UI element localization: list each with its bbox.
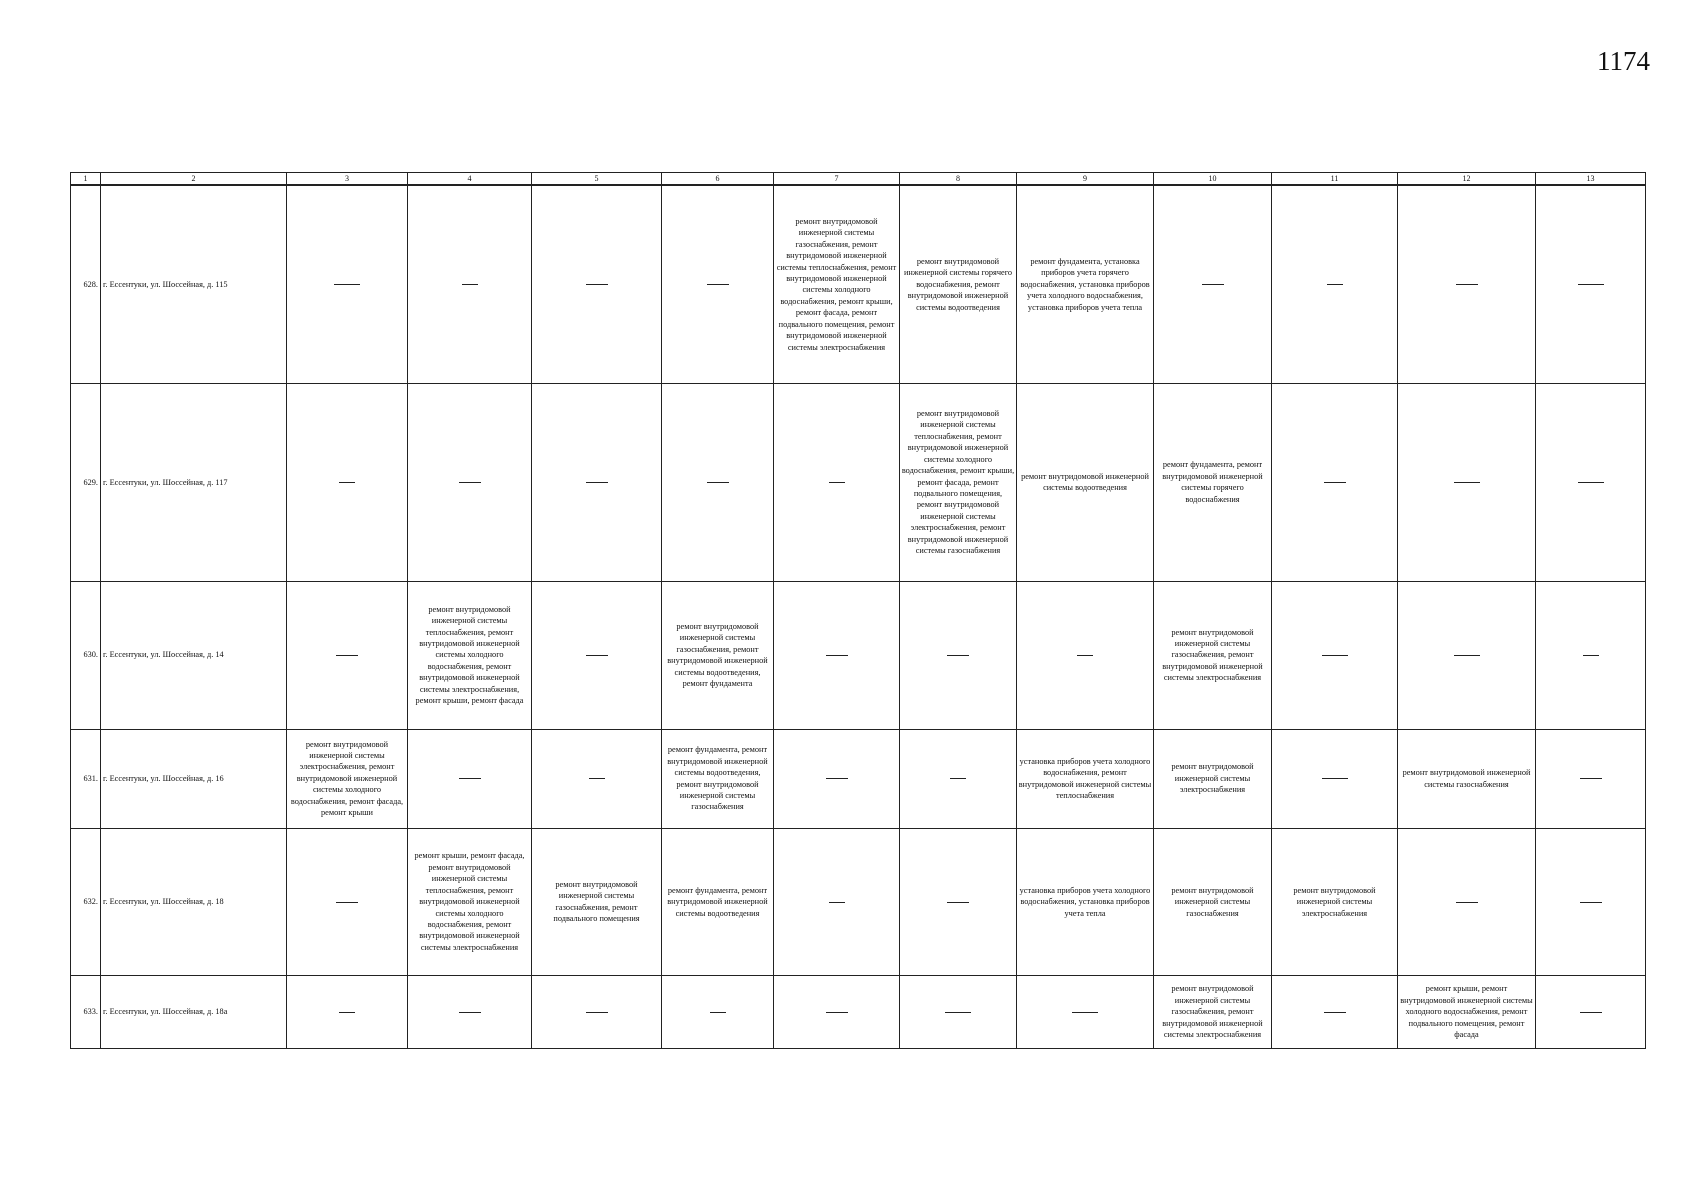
dash-mark xyxy=(336,902,358,903)
empty-dash-cell xyxy=(900,581,1017,729)
dash-mark xyxy=(1578,284,1604,285)
work-description-cell: установка приборов учета холодного водоснабжения, установка приборов учета тепла xyxy=(1017,828,1154,976)
empty-dash-cell xyxy=(1398,581,1536,729)
dash-mark xyxy=(1456,902,1478,903)
table-row xyxy=(71,976,1646,1049)
row-number: 633. xyxy=(71,976,101,1049)
dash-mark xyxy=(589,778,605,779)
dash-mark xyxy=(336,655,358,656)
dash-mark xyxy=(586,655,608,656)
work-description-cell: ремонт внутридомовой инженерной системы электроснабжения, ремонт внутридомовой инженерной системы холодного водоснабжения, ремонт фасада, ремонт крыши xyxy=(287,729,408,828)
dash-mark xyxy=(1324,1012,1346,1013)
page-number: 1174 xyxy=(1597,46,1650,76)
dash-mark xyxy=(707,284,729,285)
dash-mark xyxy=(586,284,608,285)
column-number-row xyxy=(71,173,1646,186)
dash-mark xyxy=(1580,902,1602,903)
dash-mark xyxy=(1578,482,1604,483)
work-description-cell: ремонт крыши, ремонт фасада, ремонт внутридомовой инженерной системы теплоснабжения, ремонт внутридомовой инженерной системы холодного водоснабжения, ремонт внутридомовой инженерной системы электроснабжения xyxy=(408,828,532,976)
row-number: 628. xyxy=(71,185,101,383)
empty-dash-cell xyxy=(408,976,532,1049)
row-number: 631. xyxy=(71,729,101,828)
dash-mark xyxy=(1322,655,1348,656)
address-cell: г. Ессентуки, ул. Шоссейная, д. 16 xyxy=(101,729,287,828)
work-description-cell: ремонт внутридомовой инженерной системы газоснабжения, ремонт внутридомовой инженерной системы электроснабжения xyxy=(1154,581,1272,729)
empty-dash-cell xyxy=(1398,185,1536,383)
dash-mark xyxy=(829,902,845,903)
column-number: 5 xyxy=(532,173,662,186)
empty-dash-cell xyxy=(900,828,1017,976)
dash-mark xyxy=(1202,284,1224,285)
work-description-cell: ремонт фундамента, установка приборов учета горячего водоснабжения, установка приборов учета холодного водоснабжения, установка приборов учета тепла xyxy=(1017,185,1154,383)
column-number: 8 xyxy=(900,173,1017,186)
column-number: 2 xyxy=(101,173,287,186)
empty-dash-cell xyxy=(774,729,900,828)
empty-dash-cell xyxy=(1272,383,1398,581)
table-row xyxy=(71,185,1646,383)
dash-mark xyxy=(950,778,966,779)
column-number: 3 xyxy=(287,173,408,186)
dash-mark xyxy=(1072,1012,1098,1013)
empty-dash-cell xyxy=(662,976,774,1049)
empty-dash-cell xyxy=(287,828,408,976)
dash-mark xyxy=(339,1012,355,1013)
address-cell: г. Ессентуки, ул. Шоссейная, д. 14 xyxy=(101,581,287,729)
work-description-cell: ремонт фундамента, ремонт внутридомовой инженерной системы водоотведения, ремонт внутридомовой инженерной системы газоснабжения xyxy=(662,729,774,828)
empty-dash-cell xyxy=(774,976,900,1049)
work-description-cell: ремонт внутридомовой инженерной системы электроснабжения xyxy=(1154,729,1272,828)
dash-mark xyxy=(1580,778,1602,779)
address-cell: г. Ессентуки, ул. Шоссейная, д. 18а xyxy=(101,976,287,1049)
dash-mark xyxy=(1456,284,1478,285)
empty-dash-cell xyxy=(774,581,900,729)
empty-dash-cell xyxy=(1272,976,1398,1049)
dash-mark xyxy=(1580,1012,1602,1013)
empty-dash-cell xyxy=(532,976,662,1049)
work-description-cell: ремонт внутридомовой инженерной системы газоснабжения, ремонт внутридомовой инженерной системы электроснабжения xyxy=(1154,976,1272,1049)
dash-mark xyxy=(945,1012,971,1013)
row-number: 629. xyxy=(71,383,101,581)
dash-mark xyxy=(339,482,355,483)
dash-mark xyxy=(707,482,729,483)
dash-mark xyxy=(710,1012,726,1013)
column-number: 6 xyxy=(662,173,774,186)
empty-dash-cell xyxy=(1272,185,1398,383)
table-row xyxy=(71,581,1646,729)
work-description-cell: ремонт внутридомовой инженерной системы газоснабжения, ремонт внутридомовой инженерной системы теплоснабжения, ремонт внутридомовой инженерной системы холодного водоснабжения, ремонт крыши, ремонт фасада, ремонт подвального помещения, ремонт внутридомовой инженерной системы электроснабжения xyxy=(774,185,900,383)
work-description-cell: ремонт внутридомовой инженерной системы газоснабжения xyxy=(1398,729,1536,828)
dash-mark xyxy=(947,902,969,903)
empty-dash-cell xyxy=(774,383,900,581)
work-description-cell: ремонт внутридомовой инженерной системы газоснабжения, ремонт внутридомовой инженерной системы водоотведения, ремонт фундамента xyxy=(662,581,774,729)
empty-dash-cell xyxy=(408,185,532,383)
empty-dash-cell xyxy=(532,185,662,383)
column-number: 10 xyxy=(1154,173,1272,186)
table-row xyxy=(71,383,1646,581)
empty-dash-cell xyxy=(408,729,532,828)
empty-dash-cell xyxy=(1398,828,1536,976)
empty-dash-cell xyxy=(287,383,408,581)
empty-dash-cell xyxy=(532,383,662,581)
empty-dash-cell xyxy=(662,185,774,383)
empty-dash-cell xyxy=(1536,581,1646,729)
work-description-cell: ремонт внутридомовой инженерной системы водоотведения xyxy=(1017,383,1154,581)
column-number: 13 xyxy=(1536,173,1646,186)
empty-dash-cell xyxy=(408,383,532,581)
dash-mark xyxy=(829,482,845,483)
dash-mark xyxy=(826,778,848,779)
work-description-cell: ремонт фундамента, ремонт внутридомовой инженерной системы водоотведения xyxy=(662,828,774,976)
work-description-cell: ремонт внутридомовой инженерной системы газоснабжения xyxy=(1154,828,1272,976)
dash-mark xyxy=(1324,482,1346,483)
work-description-cell: ремонт фундамента, ремонт внутридомовой инженерной системы горячего водоснабжения xyxy=(1154,383,1272,581)
address-cell: г. Ессентуки, ул. Шоссейная, д. 117 xyxy=(101,383,287,581)
dash-mark xyxy=(947,655,969,656)
empty-dash-cell xyxy=(287,581,408,729)
empty-dash-cell xyxy=(287,185,408,383)
empty-dash-cell xyxy=(532,581,662,729)
column-number: 9 xyxy=(1017,173,1154,186)
dash-mark xyxy=(1454,655,1480,656)
row-number: 632. xyxy=(71,828,101,976)
work-description-cell: ремонт крыши, ремонт внутридомовой инженерной системы холодного водоснабжения, ремонт подвального помещения, ремонт фасада xyxy=(1398,976,1536,1049)
table-row xyxy=(71,729,1646,828)
empty-dash-cell xyxy=(900,729,1017,828)
dash-mark xyxy=(1454,482,1480,483)
empty-dash-cell xyxy=(1536,976,1646,1049)
empty-dash-cell xyxy=(1272,729,1398,828)
dash-mark xyxy=(586,1012,608,1013)
dash-mark xyxy=(826,1012,848,1013)
empty-dash-cell xyxy=(1536,185,1646,383)
empty-dash-cell xyxy=(532,729,662,828)
column-number: 4 xyxy=(408,173,532,186)
empty-dash-cell xyxy=(774,828,900,976)
empty-dash-cell xyxy=(1536,383,1646,581)
column-number: 1 xyxy=(71,173,101,186)
capital-repair-table xyxy=(70,172,1646,1049)
column-number: 12 xyxy=(1398,173,1536,186)
empty-dash-cell xyxy=(1272,581,1398,729)
dash-mark xyxy=(826,655,848,656)
empty-dash-cell xyxy=(1536,828,1646,976)
dash-mark xyxy=(334,284,360,285)
empty-dash-cell xyxy=(1017,581,1154,729)
table-row xyxy=(71,828,1646,976)
dash-mark xyxy=(459,482,481,483)
dash-mark xyxy=(1327,284,1343,285)
column-number: 11 xyxy=(1272,173,1398,186)
dash-mark xyxy=(1583,655,1599,656)
empty-dash-cell xyxy=(287,976,408,1049)
row-number: 630. xyxy=(71,581,101,729)
empty-dash-cell xyxy=(1398,383,1536,581)
empty-dash-cell xyxy=(1154,185,1272,383)
dash-mark xyxy=(586,482,608,483)
column-number: 7 xyxy=(774,173,900,186)
empty-dash-cell xyxy=(1536,729,1646,828)
work-description-cell: ремонт внутридомовой инженерной системы теплоснабжения, ремонт внутридомовой инженерной системы холодного водоснабжения, ремонт внутридомовой инженерной системы электроснабжения, ремонт крыши, ремонт фасада xyxy=(408,581,532,729)
empty-dash-cell xyxy=(900,976,1017,1049)
work-description-cell: ремонт внутридомовой инженерной системы горячего водоснабжения, ремонт внутридомовой инженерной системы водоотведения xyxy=(900,185,1017,383)
dash-mark xyxy=(1077,655,1093,656)
work-description-cell: ремонт внутридомовой инженерной системы теплоснабжения, ремонт внутридомовой инженерной системы холодного водоснабжения, ремонт крыши, ремонт фасада, ремонт подвального помещения, ремонт внутридомовой инженерной системы электроснабжения, ремонт внутридомовой инженерной системы газоснабжения xyxy=(900,383,1017,581)
address-cell: г. Ессентуки, ул. Шоссейная, д. 115 xyxy=(101,185,287,383)
dash-mark xyxy=(459,1012,481,1013)
address-cell: г. Ессентуки, ул. Шоссейная, д. 18 xyxy=(101,828,287,976)
empty-dash-cell xyxy=(1017,976,1154,1049)
dash-mark xyxy=(1322,778,1348,779)
dash-mark xyxy=(462,284,478,285)
work-description-cell: ремонт внутридомовой инженерной системы электроснабжения xyxy=(1272,828,1398,976)
work-description-cell: установка приборов учета холодного водоснабжения, ремонт внутридомовой инженерной системы теплоснабжения xyxy=(1017,729,1154,828)
empty-dash-cell xyxy=(662,383,774,581)
dash-mark xyxy=(459,778,481,779)
work-description-cell: ремонт внутридомовой инженерной системы газоснабжения, ремонт подвального помещения xyxy=(532,828,662,976)
